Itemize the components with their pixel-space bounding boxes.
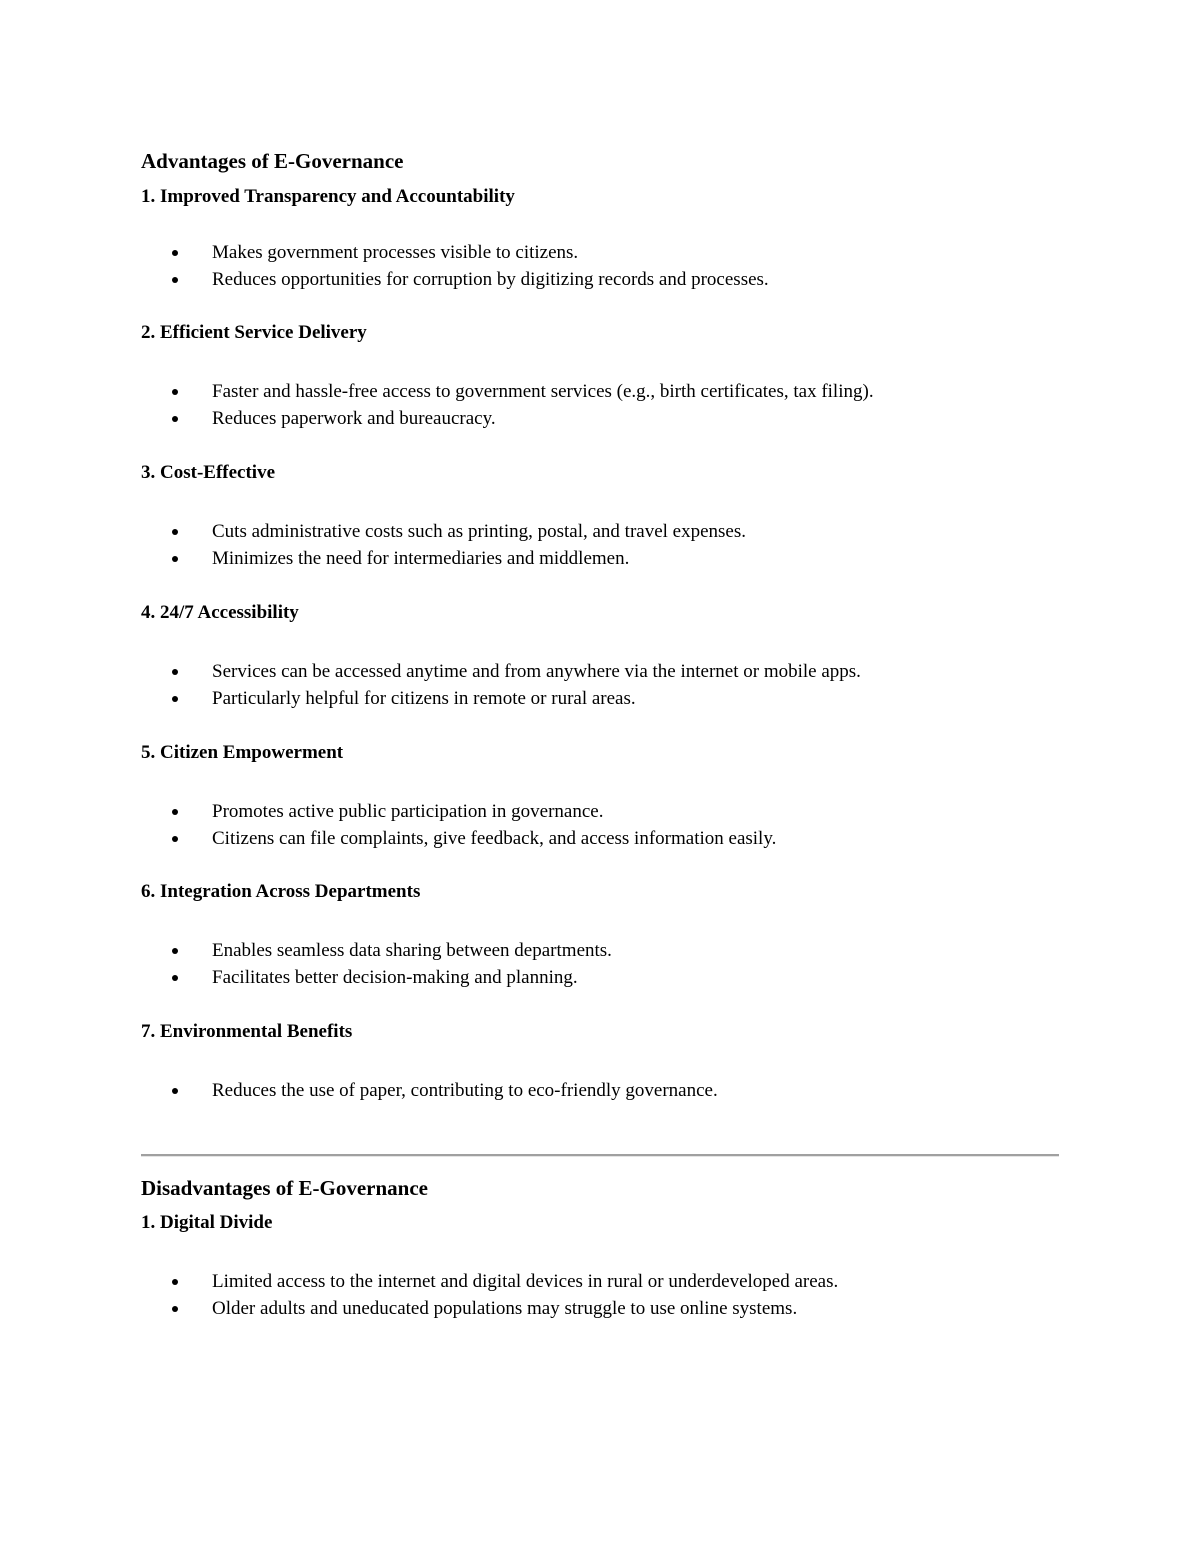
disadvantage-list-digital-divide — [141, 1268, 1059, 1322]
advantage-list-integration — [141, 937, 1059, 991]
advantage-list-transparency — [141, 239, 1059, 293]
advantage-list-accessibility — [141, 658, 1059, 712]
list-item-text: Particularly helpful for citizens in remote or rural areas. — [212, 688, 636, 709]
list-item — [141, 405, 1059, 432]
bullet-icon — [172, 389, 178, 395]
advantages-title: Advantages of E-Governance — [141, 149, 404, 173]
advantage-heading-accessibility: 4. 24/7 Accessibility — [141, 602, 299, 623]
list-item-text: Facilitates better decision-making and planning. — [212, 967, 578, 988]
advantage-list-service-delivery — [141, 378, 1059, 432]
list-item-text: Faster and hassle-free access to government services (e.g., birth certificates, tax filing). — [212, 381, 874, 402]
list-item-text: Older adults and uneducated populations may struggle to use online systems. — [212, 1298, 798, 1319]
disadvantages-section — [141, 1173, 1059, 1322]
disadvantages-title: Disadvantages of E-Governance — [141, 1176, 428, 1200]
list-item — [141, 378, 1059, 405]
advantage-list-environment — [141, 1077, 1059, 1104]
list-item — [141, 964, 1059, 991]
advantage-list-empowerment — [141, 798, 1059, 852]
bullet-icon — [172, 696, 178, 702]
bullet-icon — [172, 1279, 178, 1285]
list-item-text: Reduces paperwork and bureaucracy. — [212, 408, 496, 429]
list-item — [141, 266, 1059, 293]
list-item — [141, 1268, 1059, 1295]
list-item — [141, 937, 1059, 964]
advantage-heading-cost-effective: 3. Cost-Effective — [141, 462, 276, 483]
list-item — [141, 825, 1059, 852]
advantage-list-cost-effective — [141, 518, 1059, 572]
bullet-icon — [172, 529, 178, 535]
list-item — [141, 658, 1059, 685]
list-item — [141, 1077, 1059, 1104]
list-item-text: Reduces opportunities for corruption by digitizing records and processes. — [212, 269, 769, 290]
list-item-text: Promotes active public participation in governance. — [212, 801, 604, 822]
section-divider — [141, 1154, 1059, 1157]
list-item — [141, 1295, 1059, 1322]
advantage-heading-environment: 7. Environmental Benefits — [141, 1021, 353, 1042]
bullet-icon — [172, 277, 178, 283]
list-item-text: Minimizes the need for intermediaries and middlemen. — [212, 548, 630, 569]
bullet-icon — [172, 809, 178, 815]
bullet-icon — [172, 1088, 178, 1094]
bullet-icon — [172, 948, 178, 954]
list-item-text: Reduces the use of paper, contributing to eco-friendly governance. — [212, 1080, 718, 1101]
list-item-text: Cuts administrative costs such as printing, postal, and travel expenses. — [212, 521, 747, 542]
list-item — [141, 545, 1059, 572]
bullet-icon — [172, 836, 178, 842]
advantage-heading-service-delivery: 2. Efficient Service Delivery — [141, 322, 367, 343]
list-item — [141, 798, 1059, 825]
list-item-text: Citizens can file complaints, give feedback, and access information easily. — [212, 828, 777, 849]
list-item-text: Enables seamless data sharing between departments. — [212, 940, 612, 961]
bullet-icon — [172, 556, 178, 562]
bullet-icon — [172, 416, 178, 422]
disadvantage-heading-digital-divide: 1. Digital Divide — [141, 1212, 273, 1233]
advantage-heading-transparency: 1. Improved Transparency and Accountability — [141, 186, 515, 207]
advantage-heading-integration: 6. Integration Across Departments — [141, 881, 421, 902]
bullet-icon — [172, 975, 178, 981]
advantage-heading-empowerment: 5. Citizen Empowerment — [141, 742, 344, 763]
bullet-icon — [172, 669, 178, 675]
list-item-text: Services can be accessed anytime and from anywhere via the internet or mobile apps. — [212, 661, 861, 682]
list-item-text: Limited access to the internet and digital devices in rural or underdeveloped areas. — [212, 1271, 839, 1292]
bullet-icon — [172, 250, 178, 256]
document-page — [141, 146, 1059, 1104]
list-item — [141, 239, 1059, 266]
list-item — [141, 685, 1059, 712]
list-item — [141, 518, 1059, 545]
bullet-icon — [172, 1306, 178, 1312]
list-item-text: Makes government processes visible to citizens. — [212, 242, 579, 263]
